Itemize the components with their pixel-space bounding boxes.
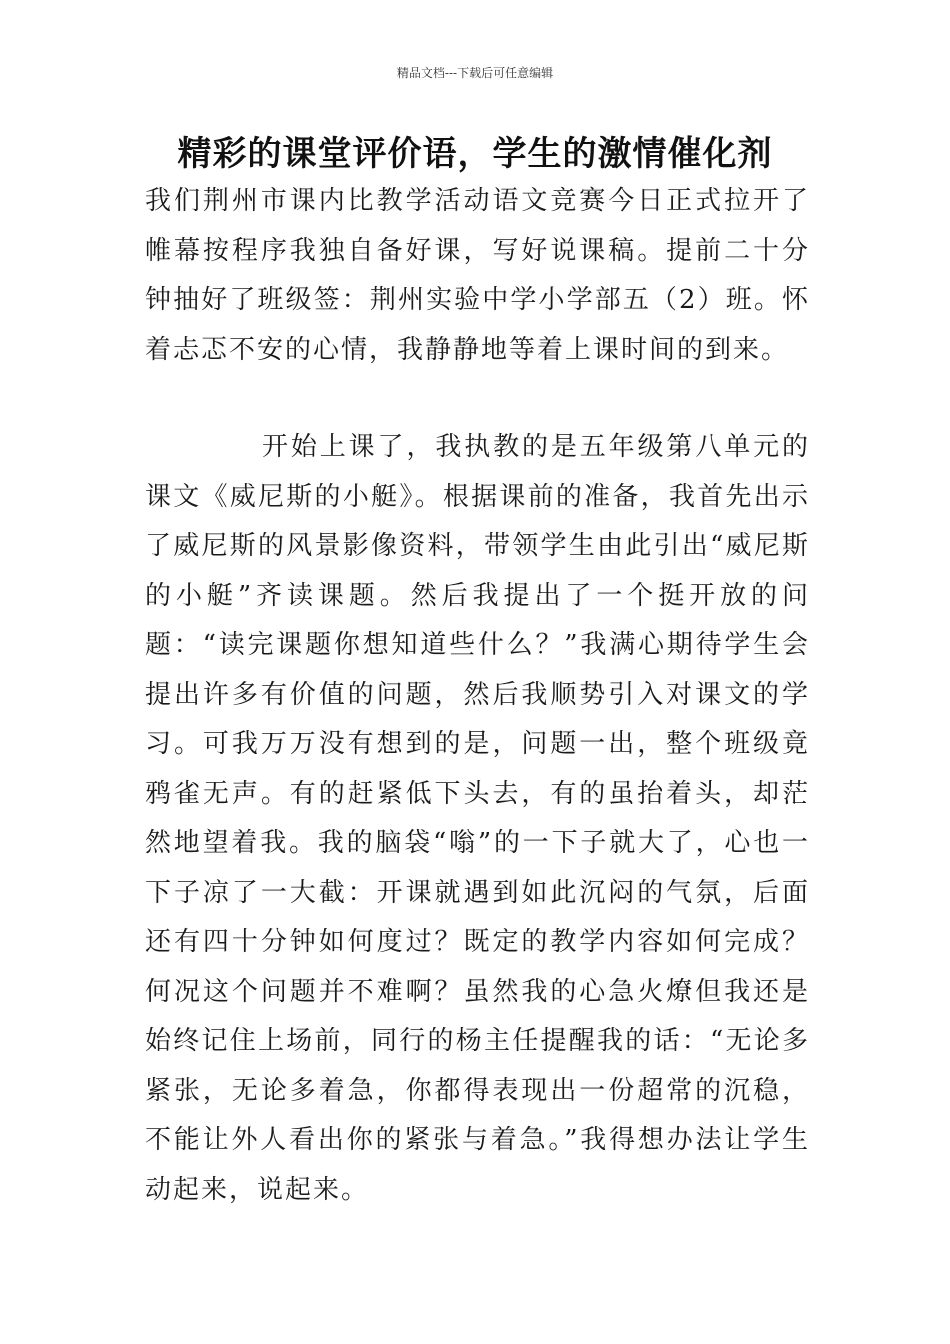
paragraph-2: 开始上课了，我执教的是五年级第八单元的课文《威尼斯的小艇》。根据课前的准备，我首先出示了威尼斯的风景影像资料，带领学生由此引出“威尼斯的小艇”齐读课题。然后我提出了一个挺开放的问题：“读完课题你想知道些什么？”我满心期待学生会提出许多有价值的问题，然后我顺势引入对课文的学习。可我万万没有想到的是，问题一出，整个班级竟鸦雀无声。有的赶紧低下头去，有的虽抬着头，却茫然地望着我。我的脑袋“嗡”的一下子就大了，心也一下子凉了一大截：开课就遇到如此沉闷的气氛，后面还有四十分钟如何度过？既定的教学内容如何完成？何况这个问题并不难啊？虽然我的心急火燎但我还是始终记住上场前，同行的杨主任提醒我的话：“无论多紧张，无论多着急，你都得表现出一份超常的沉稳，不能让外人看出你的紧张与着急。”我得想办法让学生动起来，说起来。 — [145, 432, 810, 1205]
paragraph-1: 我们荆州市课内比教学活动语文竞赛今日正式拉开了帷幕按程序我独自备好课，写好说课稿。提前二十分钟抽好了班级签：荆州实验中学小学部五（2）班。怀着忐忑不安的心情，我静静地等着上课时间的到来。 — [145, 186, 810, 365]
page-header: 精品文档---下载后可任意编辑 — [396, 66, 554, 80]
document-title: 精彩的课堂评价语，学生的激情催化剂 — [177, 134, 773, 174]
